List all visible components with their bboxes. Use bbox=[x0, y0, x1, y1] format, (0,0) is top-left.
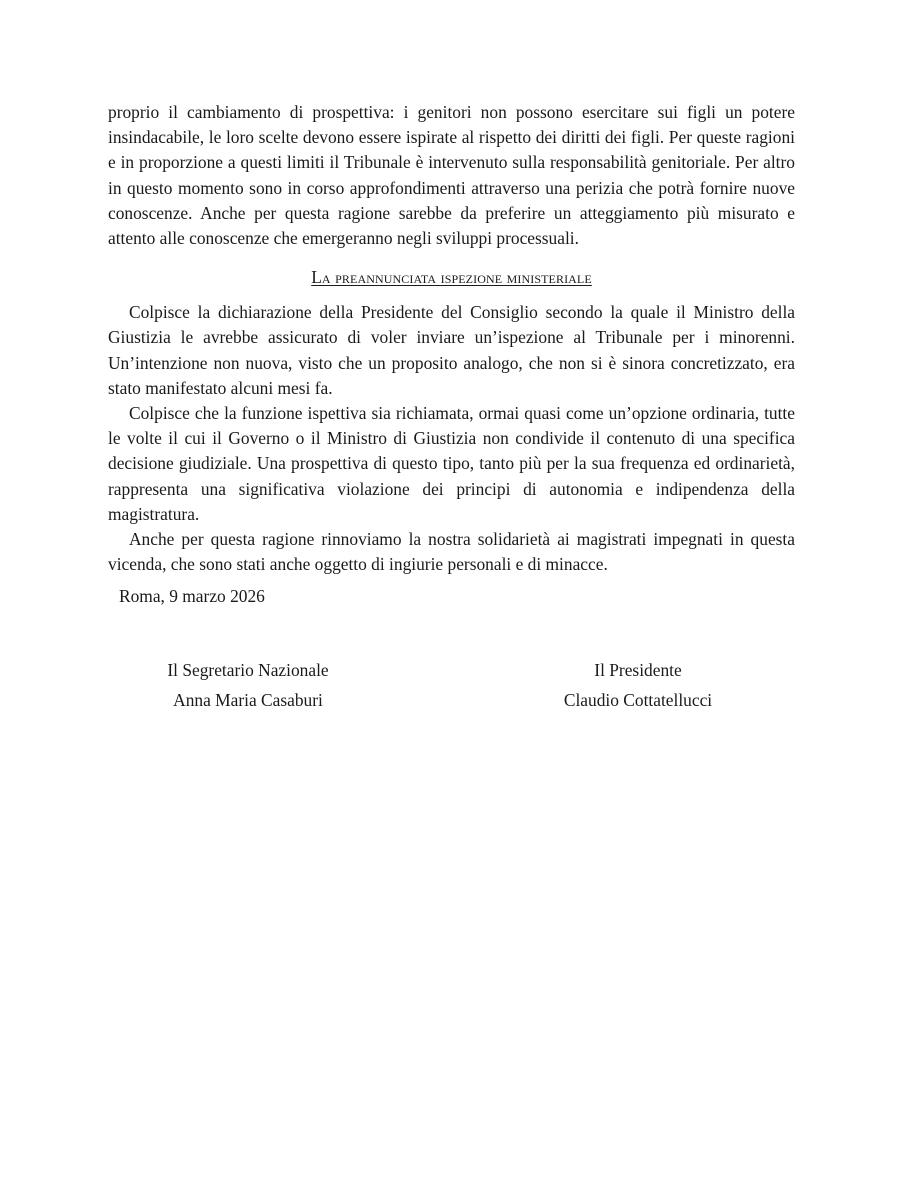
place-date: Roma, 9 marzo 2026 bbox=[119, 586, 265, 607]
president-name: Claudio Cottatellucci bbox=[563, 690, 713, 710]
paragraph-inspection-declaration: Colpisce la dichiarazione della Presidente del Consiglio secondo la quale il Ministro della Giustizia le avrebbe assicurato di voler inviare un’ispezione al Tribunale per i minorenni. Un’intenzione non nuova, visto che un proposito analogo, che non si è sinora concretizzato, era stato manifestato alcuni mesi fa. bbox=[108, 302, 795, 398]
intro-paragraph: proprio il cambiamento di prospettiva: i genitori non possono esercitare sui figli un potere insindacabile, le loro scelte devono essere ispirate al rispetto dei diritti dei figli. Per queste ragioni e in proporzione a questi limiti il Tribunale è intervenuto sulla responsabilità genitoriale. Per altro in questo momento sono in corso approfondimenti attraverso una perizia che potrà fornire nuove conoscenze. Anche per questa ragione sarebbe da preferire un atteggiamento più misurato e attento alle conoscenze che emergeranno negli sviluppi processuali. bbox=[108, 102, 795, 249]
signature-president bbox=[538, 655, 738, 715]
secretary-role: Il Segretario Nazionale bbox=[167, 660, 329, 680]
paragraph-solidarity: Anche per questa ragione rinnoviamo la nostra solidarietà ai magistrati impegnati in questa vicenda, che sono stati anche oggetto di ingiurie personali e di minacce. bbox=[108, 529, 795, 575]
secretary-name: Anna Maria Casaburi bbox=[173, 690, 323, 710]
paragraph-inspection-function: Colpisce che la funzione ispettiva sia richiamata, ormai quasi come un’opzione ordinaria, tutte le volte il cui il Governo o il Ministro di Giustizia non condivide il contenuto di una specifica decisione giudiziale. Una prospettiva di questo tipo, tanto più per la sua frequenza ed ordinarietà, rappresenta una significativa violazione dei principi di autonomia e indipendenza della magistratura. bbox=[108, 403, 795, 524]
signature-secretary bbox=[148, 655, 348, 715]
document-body bbox=[108, 100, 795, 610]
president-role: Il Presidente bbox=[594, 660, 682, 680]
section-heading: La preannunciata ispezione ministeriale bbox=[311, 267, 592, 288]
